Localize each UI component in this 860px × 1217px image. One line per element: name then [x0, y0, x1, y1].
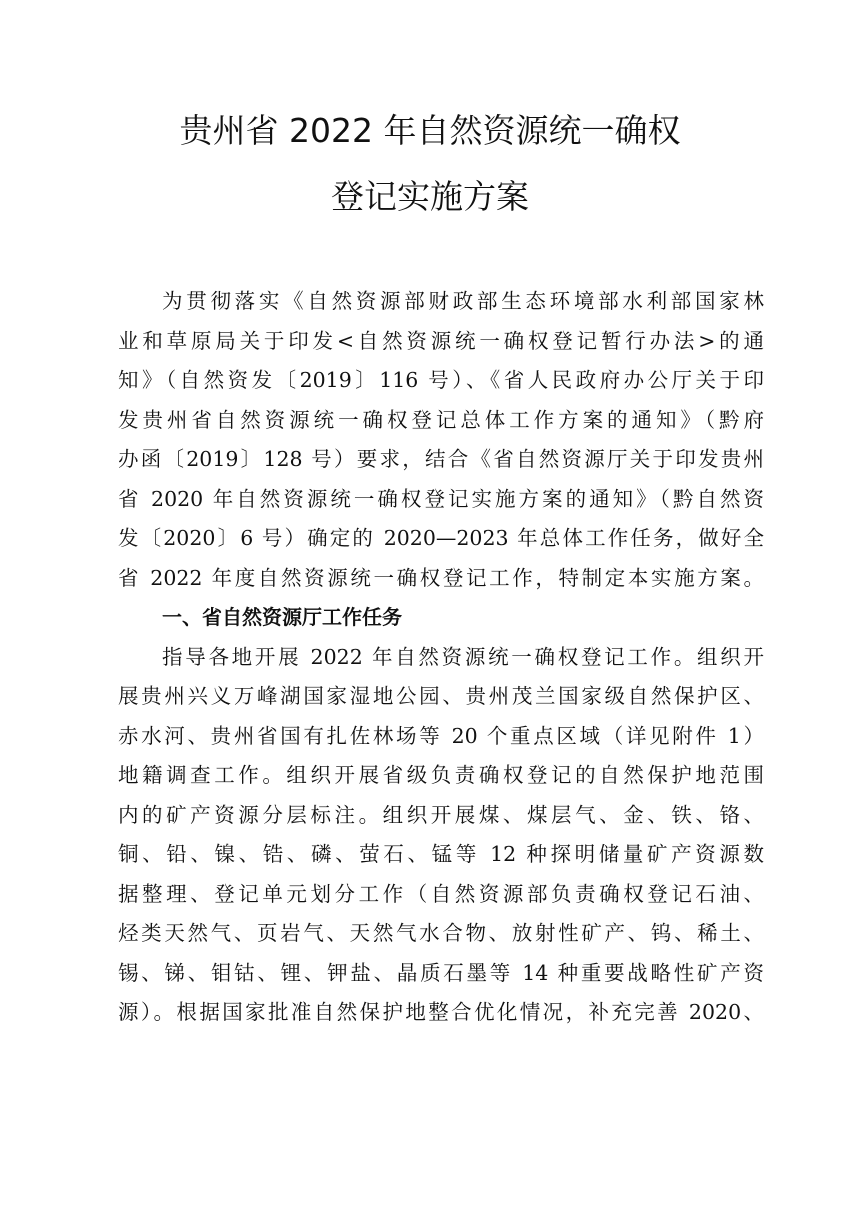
paragraph-1-line: 业和草原局关于印发<自然资源统一确权登记暂行办法>的通 — [118, 328, 764, 353]
document-body — [118, 282, 764, 1033]
paragraph-1-line: 发〔2020〕6 号）确定的 2020—2023 年总体工作任务，做好全 — [118, 526, 764, 550]
paragraph-2-line: 展贵州兴义万峰湖国家湿地公园、贵州茂兰国家级自然保护区、 — [118, 684, 764, 708]
paragraph-2-line: 据整理、登记单元划分工作（自然资源部负责确权登记石油、 — [118, 881, 764, 906]
document-title-line-1: 贵州省 2022 年自然资源统一确权 — [179, 111, 681, 150]
paragraph-2-line: 锡、锑、钼钴、锂、钾盐、晶质石墨等 14 种重要战略性矿产资 — [118, 960, 764, 985]
paragraph-2-line: 地籍调查工作。组织开展省级负责确权登记的自然保护地范围 — [118, 763, 764, 787]
paragraph-2-line: 铜、铅、镍、锆、磷、萤石、锰等 12 种探明储量矿产资源数 — [118, 842, 764, 866]
paragraph-1-line: 发贵州省自然资源统一确权登记总体工作方案的通知》（黔府 — [118, 407, 764, 432]
paragraph-1-line: 省 2020 年自然资源统一确权登记实施方案的通知》（黔自然资 — [118, 486, 764, 511]
paragraph-1-line: 省 2022 年度自然资源统一确权登记工作，特制定本实施方案。 — [118, 565, 764, 590]
document-title-line-2: 登记实施方案 — [331, 177, 529, 216]
paragraph-2-line: 源）。根据国家批准自然保护地整合优化情况，补充完善 2020、 — [118, 1000, 764, 1024]
paragraph-2-line: 赤水河、贵州省国有扎佐林场等 20 个重点区域（详见附件 1） — [118, 723, 764, 748]
paragraph-2-line: 烃类天然气、页岩气、天然气水合物、放射性矿产、钨、稀土、 — [118, 921, 764, 945]
section-1-heading: 一、省自然资源厅工作任务 — [162, 605, 402, 629]
paragraph-1-line: 知》（自然资发〔2019〕116 号）、《省人民政府办公厅关于印 — [118, 368, 764, 392]
paragraph-2-line: 指导各地开展 2022 年自然资源统一确权登记工作。组织开 — [162, 644, 764, 669]
paragraph-1-line: 为贯彻落实《自然资源部财政部生态环境部水利部国家林 — [162, 289, 764, 313]
paragraph-2-line: 内的矿产资源分层标注。组织开展煤、煤层气、金、铁、铬、 — [118, 802, 764, 827]
paragraph-1-line: 办函〔2019〕128 号）要求，结合《省自然资源厅关于印发贵州 — [118, 447, 764, 471]
